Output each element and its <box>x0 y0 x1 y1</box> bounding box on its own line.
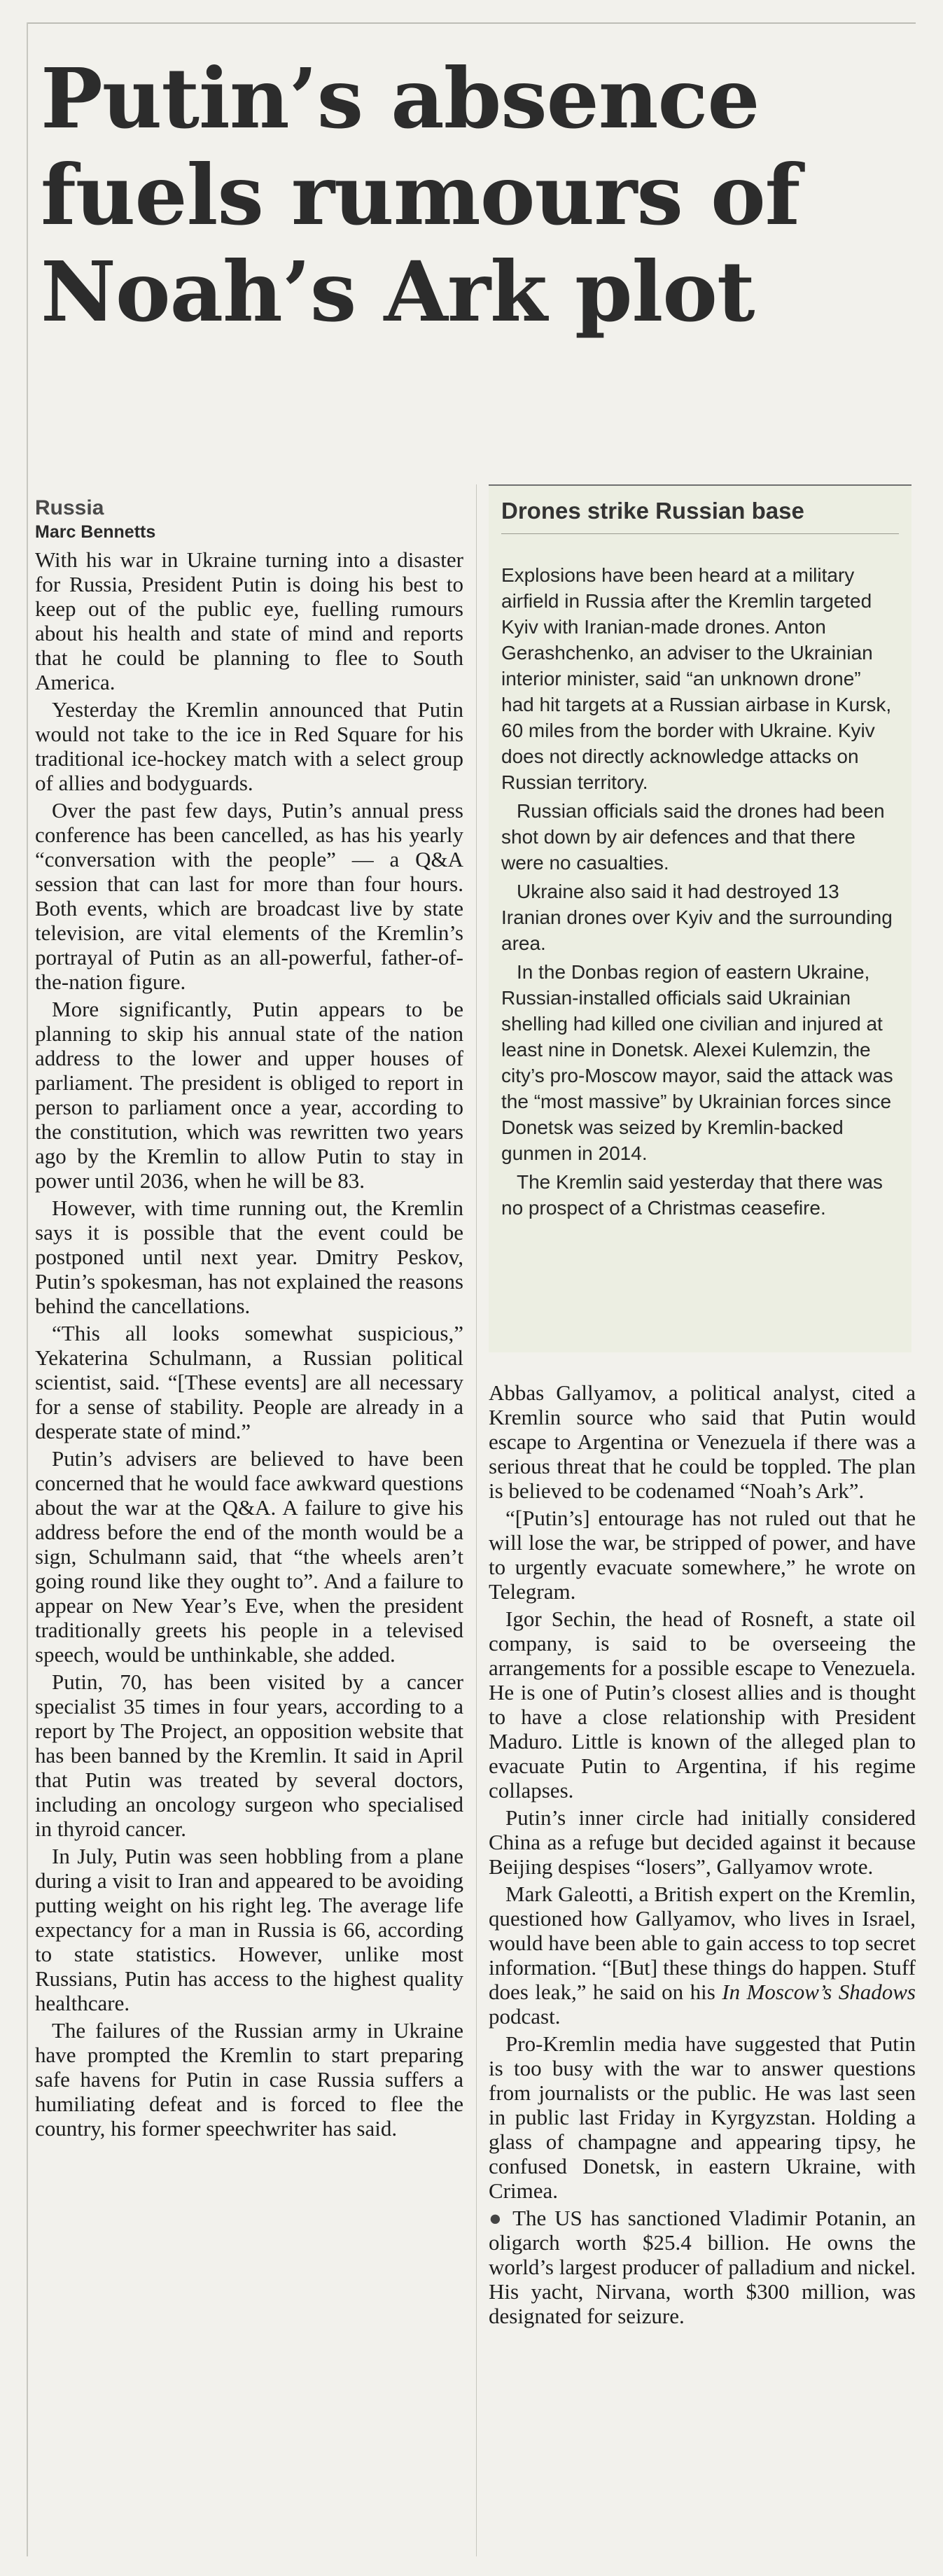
panel-paragraph: Ukraine also said it had destroyed 13 Iranian drones over Kyiv and the surrounding area. <box>501 881 893 954</box>
section-label: Russia <box>35 496 104 519</box>
panel-title: Drones strike Russian base <box>501 497 899 534</box>
headline <box>41 50 909 340</box>
panel-paragraph: In the Donbas region of eastern Ukraine, Russian-installed officials said Ukrainian shelling had killed one civilian and injured at least nine in Donetsk. Alexei Kulemzin, the city’s pro-Moscow mayor, said the attack was the “most massive” by Ukrainian forces since Donetsk was seized by Kremlin-backed gunmen in 2014. <box>501 961 893 1164</box>
podcast-suffix: podcast. <box>489 2004 561 2029</box>
paragraph: Abbas Gallyamov, a political analyst, cited a Kremlin source who said that Putin would escape to Argentina or Venezuela if there was a serious threat that he could be toppled. The plan is believed to be codenamed “Noah’s Ark”. <box>489 1380 916 1503</box>
headline-line-1: Putin’s absence <box>41 50 760 147</box>
bullet-icon: ● <box>489 2206 505 2230</box>
paragraph: In July, Putin was seen hobbling from a plane during a visit to Iran and appeared to be avoiding putting weight on his right leg. The average life expectancy for a man in Russia is 66, according to state statistics. However, unlike most Russians, Putin has access to the highest quality healthcare. <box>35 1844 463 2015</box>
paragraph: Over the past few days, Putin’s annual press conference has been cancelled, as has his yearly “conversation with the people” — a Q&A session that can last for more than four hours. Both events, which are broadcast live by state television, are vital elements of the Kremlin’s portrayal of Putin as an all-powerful, father-of-the-nation figure. <box>35 798 463 994</box>
paragraph: “This all looks somewhat suspicious,” Yekaterina Schulmann, a Russian political scientist, said. “[These events] are all necessary for a sense of stability. People are already in a desperate state of mind.” <box>35 1321 463 1443</box>
paragraph: “[Putin’s] entourage has not ruled out that he will lose the war, be stripped of power, and have to urgently evacuate somewhere,” he wrote on Telegram. <box>489 1506 916 1604</box>
paragraph: More significantly, Putin appears to be planning to skip his annual state of the nation address to the lower and upper houses of parliament. The president is obliged to report in person to parliament once a year, according to the constitution, which was rewritten two years ago by the Kremlin to allow Putin to stay in power until 2036, when he will be 83. <box>35 997 463 1193</box>
paragraph: Putin, 70, has been visited by a cancer specialist 35 times in four years, according to a report by The Project, an opposition website that has been banned by the Kremlin. It said in April that Putin was treated by several doctors, including an oncology surgeon who specialised in thyroid cancer. <box>35 1670 463 1841</box>
paragraph: Putin’s advisers are believed to have been concerned that he would face awkward questions about the war at the Q&A. A failure to give his address before the end of the month would be a sign, Schulmann said, that “the wheels aren’t going round like they ought to”. And a failure to appear on New Year’s Eve, when the president traditionally greets his people in a televised speech, would be unthinkable, she added. <box>35 1446 463 1667</box>
panel-body <box>501 562 899 1221</box>
top-rule <box>27 22 916 24</box>
paragraph: With his war in Ukraine turning into a disaster for Russia, President Putin is doing his best to keep out of the public eye, fuelling rumours about his health and state of mind and reports that he could be planning to flee to South America. <box>35 547 463 694</box>
panel-paragraph: Russian officials said the drones had been shot down by air defences and that there were no casualties. <box>501 800 885 874</box>
headline-line-2: fuels rumours of <box>41 146 800 244</box>
newspaper-page <box>27 22 916 2556</box>
paragraph-text: Mark Galeotti, a British expert on the Kremlin, questioned how Gallyamov, who lives in Israel, would have been able to gain access to top secret information. “[But] these things do happen. Stuff does leak,” he said on his <box>489 1882 916 2004</box>
panel-paragraph: Explosions have been heard at a military airfield in Russia after the Kremlin targeted Kyiv with Iranian-made drones. Anton Gerashchenko, an adviser to the Ukrainian interior minister, said “an unknown drone” had hit targets at a Russian airbase in Kursk, 60 miles from the border with Ukraine. Kyiv does not directly acknowledge attacks on Russian territory. <box>501 564 892 793</box>
paragraph: Putin’s inner circle had initially considered China as a refuge but decided against it because Beijing despises “losers”, Gallyamov wrote. <box>489 1805 916 1879</box>
paragraph: Pro-Kremlin media have suggested that Putin is too busy with the war to answer questions from journalists or the public. He was last seen in public last Friday in Kyrgyzstan. Holding a glass of champagne and appearing tipsy, he confused Donetsk, in eastern Ukraine, with Crimea. <box>489 2031 916 2203</box>
column-divider <box>476 484 477 2556</box>
article-column-right <box>489 1380 916 2556</box>
paragraph-bullet <box>489 2206 916 2328</box>
paragraph-galeotti <box>489 1882 916 2029</box>
podcast-name: In Moscow’s Shadows <box>722 1980 916 2004</box>
paragraph: Igor Sechin, the head of Rosneft, a state oil company, is said to be overseeing the arrangements for a possible escape to Venezuela. He is one of Putin’s closest allies and is thought to have a close relationship with President Maduro. Little is known of the alleged plan to evacuate Putin to Argentina, if his regime collapses. <box>489 1606 916 1802</box>
byline: Marc Bennetts <box>35 522 156 542</box>
paragraph-text: The US has sanctioned Vladimir Potanin, an oligarch worth $25.4 billion. He owns the world’s largest producer of palladium and nickel. His yacht, Nirvana, worth $300 million, was designated for seizure. <box>489 2206 916 2328</box>
headline-line-3: Noah’s Ark plot <box>41 243 755 340</box>
paragraph: The failures of the Russian army in Ukraine have prompted the Kremlin to start preparing safe havens for Putin in case Russia suffers a humiliating defeat and is forced to flee the country, his former speechwriter has said. <box>35 2018 463 2141</box>
sidebar-panel <box>489 484 911 1352</box>
paragraph: However, with time running out, the Kremlin says it is possible that the event could be postponed until next year. Dmitry Peskov, Putin’s spokesman, has not explained the reasons behind the cancellations. <box>35 1196 463 1318</box>
article-column-left <box>35 470 463 2556</box>
left-rule <box>27 22 28 2556</box>
paragraph: Yesterday the Kremlin announced that Putin would not take to the ice in Red Square for his traditional ice-hockey match with a select group of allies and bodyguards. <box>35 697 463 795</box>
panel-paragraph: The Kremlin said yesterday that there was no prospect of a Christmas ceasefire. <box>501 1171 883 1219</box>
